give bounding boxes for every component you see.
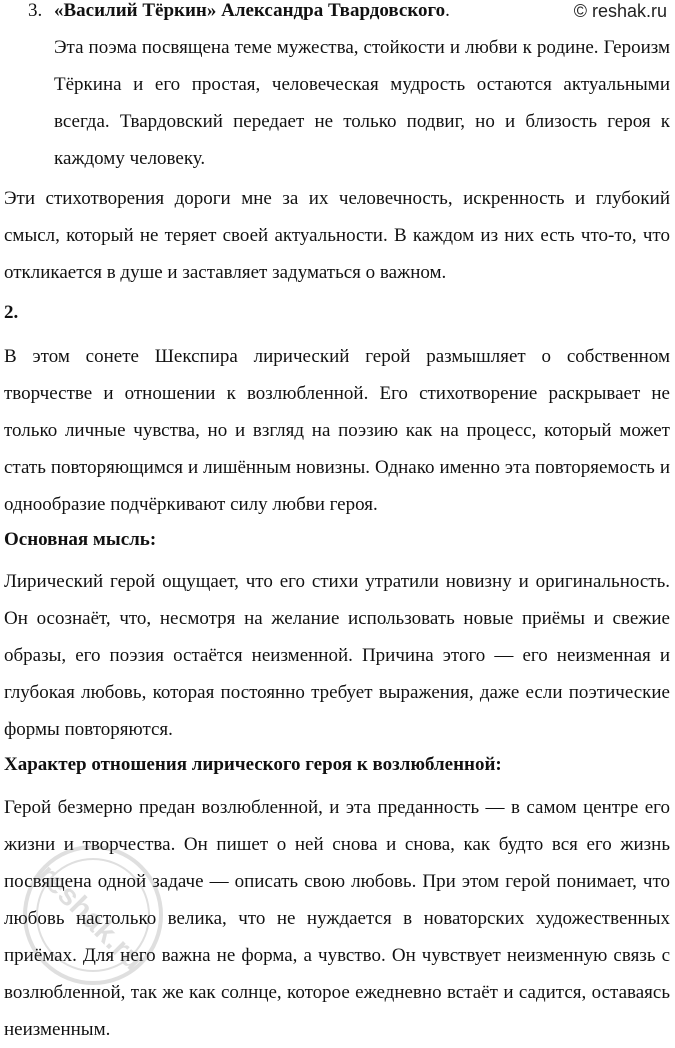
paragraph-sonnet-intro: В этом сонете Шекспира лирический герой размышляет о собственном творчестве и отношении к возлюбленной. Его стихотворение раскрывает не только личные чувства, но и взгляд на поэзию как на процесс, который может стать повторяющимся и лишённым новизны. Однако именно эта повторяемость и однообразие подчёркивают силу любви героя. xyxy=(4,346,670,515)
paragraph-terkin: Эта поэма посвящена теме мужества, стойкости и любви к родине. Героизм Тёркина и его простая, человеческая мудрость остаются актуальными всегда. Твардовский передает не только подвиг, но и близость героя к каждому человеку. xyxy=(54,37,670,169)
paragraph-conclusion: Эти стихотворения дороги мне за их человечность, искренность и глубокий смысл, который не теряет своей актуальности. В каждом из них есть что-то, что откликается в душе и заставляет задуматься о важном. xyxy=(4,188,670,283)
watermark: © reshak.ru xyxy=(573,1,667,21)
heading-main-idea: Основная мысль: xyxy=(4,529,157,550)
paragraph-relationship: Герой безмерно предан возлюбленной, и эта преданность — в самом центре его жизни и творчества. Он пишет о ней снова и снова, как будто вся его жизнь посвящена одной задаче — описать свою любовь. При этом герой понимает, что любовь настолько велика, что не нуждается в новаторских художественных приёмах. Для него важна не форма, а чувство. Он чувствует неизменную связь с возлюбленной, так же как солнце, которое ежедневно встаёт и садится, оставаясь неизменным. xyxy=(4,797,670,1040)
item-title-text: «Василий Тёркин» Александра Твардовского xyxy=(54,0,446,21)
section-number: 2. xyxy=(4,302,19,323)
item-title-end: . xyxy=(445,0,450,21)
list-item-number: 3. xyxy=(28,0,43,21)
logo-text: reshak.ru xyxy=(31,858,150,977)
heading-relationship: Характер отношения лирического героя к возлюбленной: xyxy=(4,754,502,775)
item-title xyxy=(54,0,450,22)
paragraph-main-idea: Лирический герой ощущает, что его стихи утратили новизну и оригинальность. Он осознаёт, что, несмотря на желание использовать новые приёмы и свежие образы, его поэзия остаётся неизменной. Причина этого — его неизменная и глубокая любовь, которая постоянно требует выражения, даже если поэтические формы повторяются. xyxy=(4,571,670,740)
